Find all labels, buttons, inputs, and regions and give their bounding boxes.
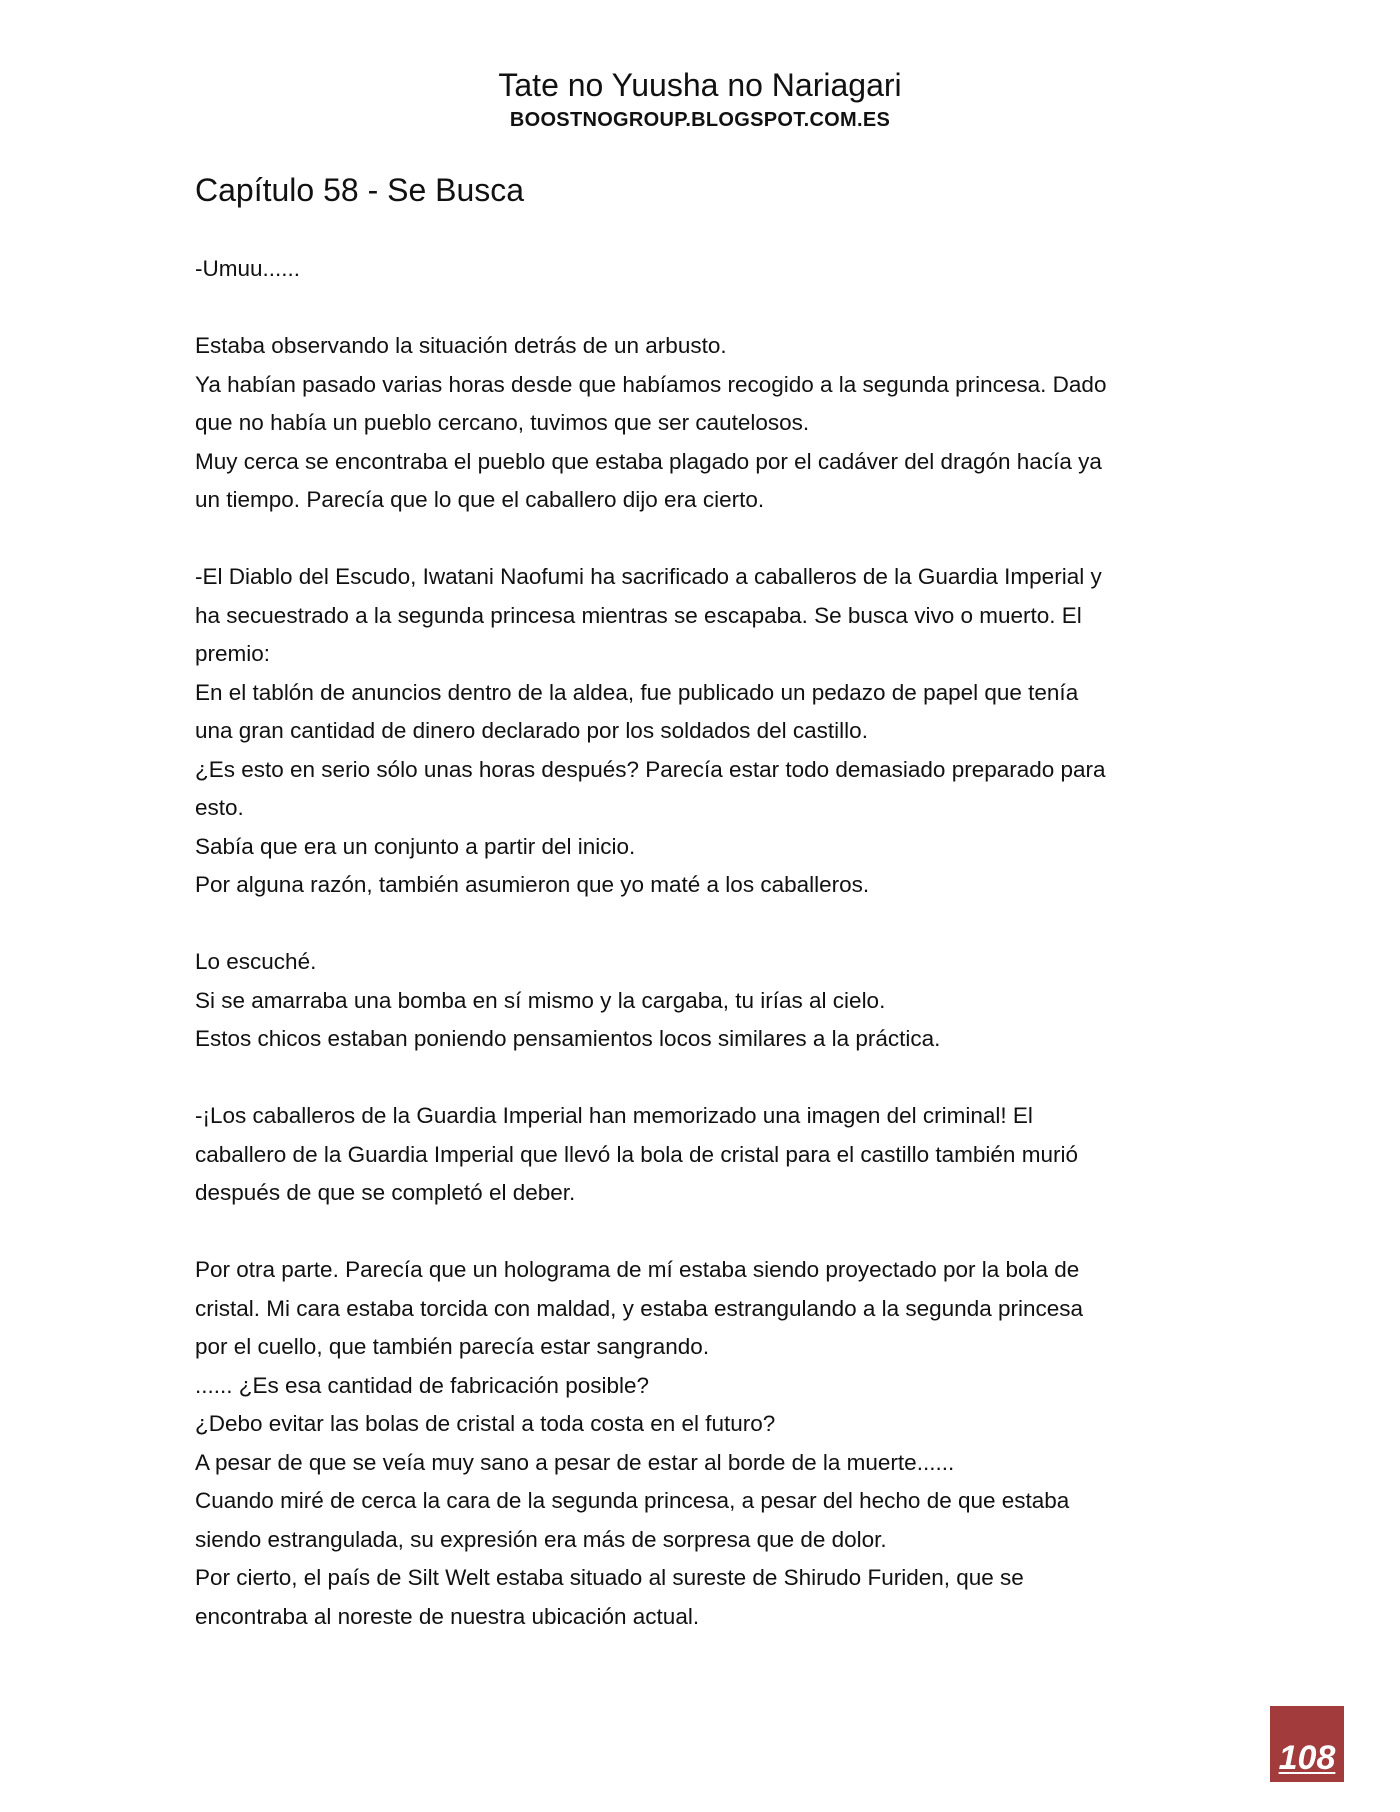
text-line: En el tablón de anuncios dentro de la aldea, fue publicado un pedazo de papel que tenía: [195, 679, 1079, 705]
text-line: Estos chicos estaban poniendo pensamientos locos similares a la práctica.: [195, 1026, 941, 1051]
text-line: -El Diablo del Escudo, Iwatani Naofumi ha sacrificado a caballeros de la Guardia Imperial y: [195, 564, 1102, 589]
page-number-badge: [1270, 1706, 1344, 1782]
text-line: premio:: [195, 641, 271, 666]
text-line: Por otra parte. Parecía que un holograma de mí estaba siendo proyectado por la bola de: [195, 1257, 1080, 1282]
chapter-title: Capítulo 58 - Se Busca: [195, 172, 525, 208]
paragraph: [195, 943, 1205, 1059]
text-line: Muy cerca se encontraba el pueblo que estaba plagado por el cadáver del dragón hacía ya: [195, 448, 1102, 474]
text-line: ¿Es esto en serio sólo unas horas después? Parecía estar todo demasiado preparado para: [195, 756, 1106, 782]
page-number: 108: [1278, 1739, 1336, 1777]
paragraph-container: [195, 250, 1205, 1636]
document-body: [195, 168, 1205, 1675]
text-line: Estaba observando la situación detrás de un arbusto.: [195, 333, 727, 358]
text-line: Sabía que era un conjunto a partir del inicio.: [195, 833, 636, 859]
text-line: que no había un pueblo cercano, tuvimos que ser cautelosos.: [195, 410, 810, 435]
page-header: [0, 64, 1400, 134]
text-line: Por cierto, el país de Silt Welt estaba situado al sureste de Shirudo Furiden, que se: [195, 1565, 1024, 1590]
text-line: una gran cantidad de dinero declarado por los soldados del castillo.: [195, 718, 868, 743]
site-url: BOOSTNOGROUP.BLOGSPOT.COM.ES: [509, 109, 891, 131]
text-line: Ya habían pasado varias horas desde que habíamos recogido a la segunda princesa. Dado: [195, 371, 1107, 397]
text-line: A pesar de que se veía muy sano a pesar de estar al borde de la muerte......: [195, 1449, 955, 1475]
book-title: Tate no Yuusha no Nariagari: [498, 67, 902, 103]
paragraph: [195, 1251, 1205, 1636]
text-line: cristal. Mi cara estaba torcida con maldad, y estaba estrangulando a la segunda princesa: [195, 1295, 1084, 1321]
text-line: siendo estrangulada, su expresión era más de sorpresa que de dolor.: [195, 1526, 887, 1552]
paragraph: [195, 558, 1205, 905]
text-line: Cuando miré de cerca la cara de la segunda princesa, a pesar del hecho de que estaba: [195, 1488, 1070, 1513]
paragraph: [195, 1097, 1205, 1213]
text-line: esto.: [195, 795, 244, 820]
text-line: ha secuestrado a la segunda princesa mientras se escapaba. Se busca vivo o muerto. El: [195, 602, 1082, 628]
text-line: un tiempo. Parecía que lo que el caballero dijo era cierto.: [195, 487, 765, 512]
text-line: Por alguna razón, también asumieron que yo maté a los caballeros.: [195, 872, 870, 897]
paragraph: [195, 327, 1205, 520]
text-line: después de que se completó el deber.: [195, 1180, 576, 1205]
text-line: -Umuu......: [195, 256, 301, 281]
text-line: ...... ¿Es esa cantidad de fabricación posible?: [195, 1372, 650, 1398]
text-line: Si se amarraba una bomba en sí mismo y la cargaba, tu irías al cielo.: [195, 987, 886, 1013]
text-line: Lo escuché.: [195, 949, 317, 974]
text-line: encontraba al noreste de nuestra ubicación actual.: [195, 1603, 700, 1629]
paragraph: [195, 250, 1205, 289]
text-line: por el cuello, que también parecía estar sangrando.: [195, 1334, 710, 1359]
text-line: ¿Debo evitar las bolas de cristal a toda costa en el futuro?: [195, 1411, 776, 1436]
text-line: -¡Los caballeros de la Guardia Imperial han memorizado una imagen del criminal! El: [195, 1103, 1033, 1128]
text-line: caballero de la Guardia Imperial que llevó la bola de cristal para el castillo también murió: [195, 1141, 1078, 1167]
